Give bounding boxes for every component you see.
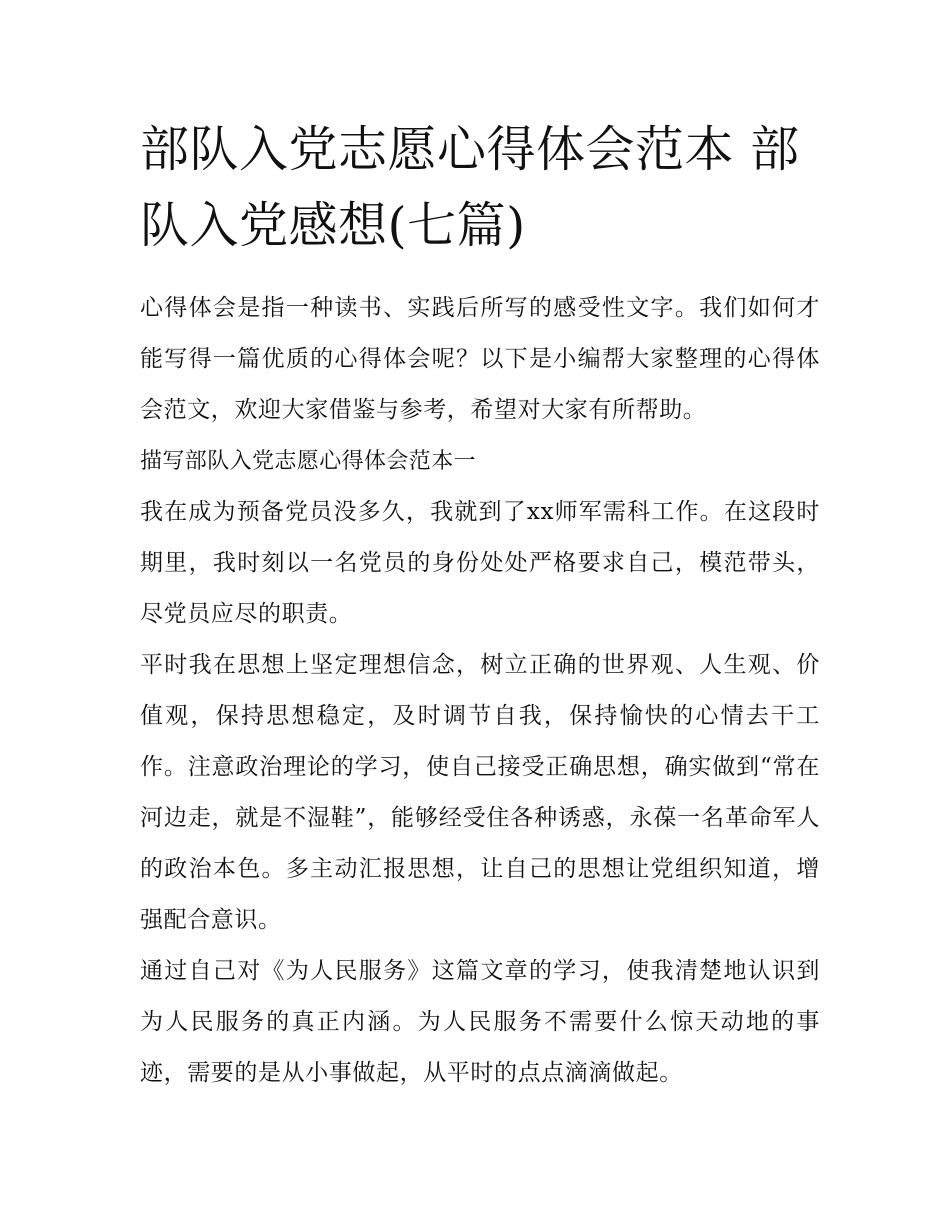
body-paragraph-2: 平时我在思想上坚定理想信念，树立正确的世界观、人生观、价值观，保持思想稳定，及时调节自我，保持愉快的心情去干工作。注意政治理论的学习，使自己接受正确思想，确实做到“常在河边走，就是不湿鞋”，能够经受住各种诱惑，永葆一名革命军人的政治本色。多主动汇报思想，让自己的思想让党组织知道，增强配合意识。 — [140, 652, 820, 933]
body-paragraph-3: 通过自己对《为人民服务》这篇文章的学习，使我清楚地认识到为人民服务的真正内涵。为人民服务不需要什么惊天动地的事迹，需要的是从小事做起，从平时的点点滴滴做起。 — [140, 958, 820, 1086]
section-heading: 描写部队入党志愿心得体会范本一 — [140, 449, 477, 474]
document-title: 部队入党志愿心得体会范本 部队入党感想(七篇) — [140, 121, 800, 254]
document-body — [140, 283, 820, 1099]
intro-paragraph: 心得体会是指一种读书、实践后所写的感受性文字。我们如何才能写得一篇优质的心得体会呢？以下是小编帮大家整理的心得体会范文，欢迎大家借鉴与参考，希望对大家有所帮助。 — [140, 295, 820, 423]
body-paragraph-1: 我在成为预备党员没多久，我就到了xx师军需科工作。在这段时期里，我时刻以一名党员的身份处处严格要求自己，模范带头，尽党员应尽的职责。 — [140, 499, 820, 627]
